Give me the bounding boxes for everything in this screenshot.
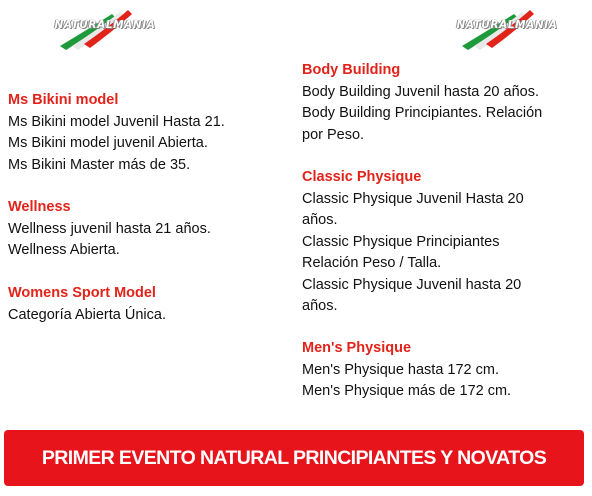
section-ms-bikini-model bbox=[8, 90, 293, 176]
category-line: Relación Peso / Talla. bbox=[302, 255, 442, 271]
section-heading: Ms Bikini model bbox=[8, 92, 119, 108]
section-classic-physique bbox=[302, 167, 587, 318]
section-heading: Body Building bbox=[302, 62, 401, 78]
category-line: Men's Physique hasta 172 cm. bbox=[302, 361, 500, 378]
section-heading: Men's Physique bbox=[302, 340, 412, 356]
section-wellness bbox=[8, 197, 293, 262]
category-line: Classic Physique Juvenil hasta 20 bbox=[302, 276, 522, 293]
section-heading: Classic Physique bbox=[302, 169, 422, 185]
category-line: Body Building Principiantes. Relación bbox=[302, 105, 543, 121]
section-womens-sport-model bbox=[8, 283, 293, 326]
category-line: Classic Physique Juvenil Hasta 20 bbox=[302, 190, 524, 207]
section-heading: Wellness bbox=[8, 199, 71, 215]
naturalmania-logo-left bbox=[30, 6, 180, 50]
section-mens-physique bbox=[302, 338, 587, 403]
category-line: años. bbox=[302, 212, 338, 228]
category-line: Body Building Juvenil hasta 20 años. bbox=[302, 83, 539, 100]
category-line: Categoría Abierta Única. bbox=[8, 306, 166, 323]
category-line: Ms Bikini Master más de 35. bbox=[8, 156, 191, 173]
category-line: Ms Bikini model Juvenil Hasta 21. bbox=[8, 113, 225, 130]
category-line: Men's Physique más de 172 cm. bbox=[302, 383, 512, 399]
logo-text: NATURALMANIA bbox=[456, 19, 558, 31]
category-line: Ms Bikini model juvenil Abierta. bbox=[8, 135, 208, 151]
section-heading: Womens Sport Model bbox=[8, 285, 156, 301]
category-line: años. bbox=[302, 298, 338, 314]
naturalmania-logo-right bbox=[432, 6, 582, 50]
banner-text: PRIMER EVENTO NATURAL PRINCIPIANTES Y NOVATOS bbox=[41, 446, 547, 469]
category-line: Wellness juvenil hasta 21 años. bbox=[8, 220, 211, 237]
category-line: Wellness Abierta. bbox=[8, 242, 120, 258]
event-banner bbox=[4, 430, 584, 486]
category-line: por Peso. bbox=[302, 126, 365, 143]
logo-text: NATURALMANIA bbox=[54, 19, 156, 31]
category-line: Classic Physique Principiantes bbox=[302, 233, 500, 250]
section-body-building bbox=[302, 60, 587, 146]
